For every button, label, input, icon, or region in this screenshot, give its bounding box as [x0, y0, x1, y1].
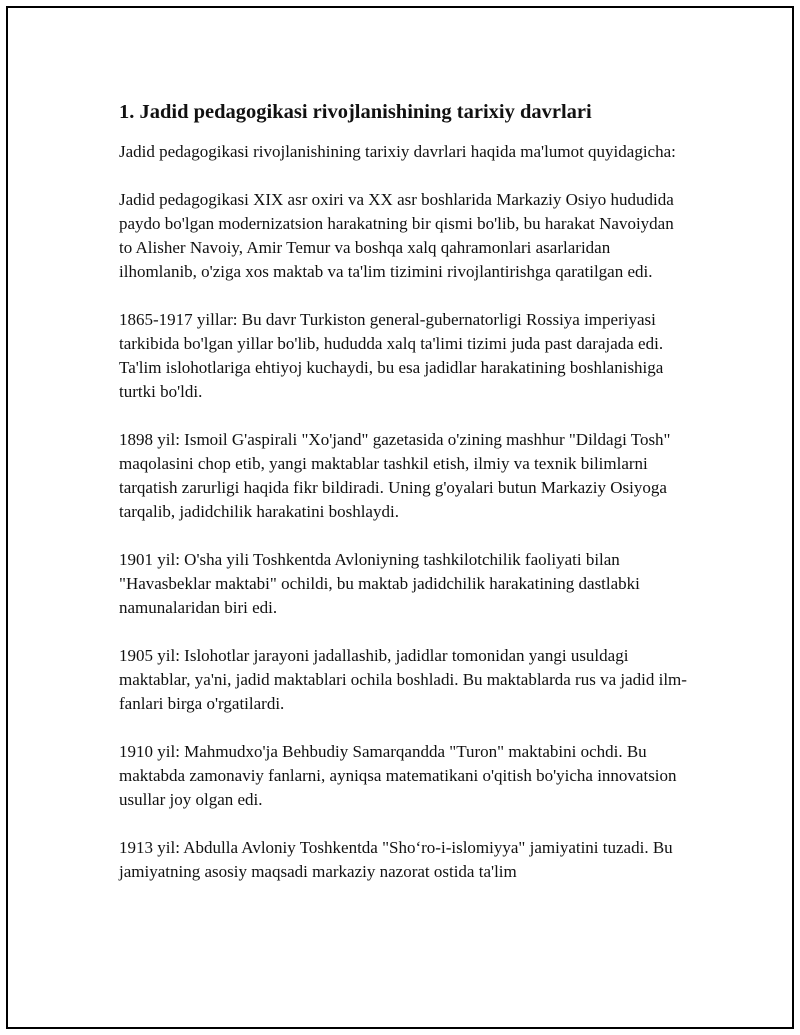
paragraph-1865-1917: 1865-1917 yillar: Bu davr Turkiston general-gubernatorligi Rossiya imperiyasi tarkibida bo'lgan yillar bo'lib, hududda xalq ta'limi tizimi juda past darajada edi. Ta'lim islohotlariga ehtiyoj kuchaydi, bu esa jadidlar harakatining boshlanishiga turtki bo'ldi.: [119, 310, 664, 401]
document-body: [119, 98, 689, 908]
paragraph-overview: Jadid pedagogikasi XIX asr oxiri va XX asr boshlarida Markaziy Osiyo hududida paydo bo'lgan modernizatsion harakatning bir qismi bo'lib, bu harakat Navoiydan to Alisher Navoiy, Amir Temur va boshqa xalq qahramonlari asarlaridan ilhomlanib, o'ziga xos maktab va ta'lim tizimini rivojlantirishga qaratilgan edi.: [119, 190, 674, 281]
document-page: [6, 6, 794, 1029]
section-heading: 1. Jadid pedagogikasi rivojlanishining tarixiy davrlari: [119, 101, 592, 123]
paragraph-1913: 1913 yil: Abdulla Avloniy Toshkentda "Sho‘ro-i-islomiyya" jamiyatini tuzadi. Bu jamiyatning asosiy maqsadi markaziy nazorat ostida ta'lim: [119, 838, 673, 881]
paragraph-1898: 1898 yil: Ismoil G'aspirali "Xo'jand" gazetasida o'zining mashhur "Dildagi Tosh" maqolasini chop etib, yangi maktablar tashkil etish, ilmiy va texnik bilimlarni tarqatish zarurligi haqida fikr bildiradi. Uning g'oyalari butun Markaziy Osiyoga tarqalib, jadidchilik harakatini boshlaydi.: [119, 430, 671, 521]
paragraph-1910: 1910 yil: Mahmudxo'ja Behbudiy Samarqandda "Turon" maktabini ochdi. Bu maktabda zamonaviy fanlarni, ayniqsa matematikani o'qitish bo'yicha innovatsion usullar joy olgan edi.: [119, 742, 677, 809]
paragraph-intro: Jadid pedagogikasi rivojlanishining tarixiy davrlari haqida ma'lumot quyidagicha:: [119, 142, 676, 161]
paragraph-1901: 1901 yil: O'sha yili Toshkentda Avloniyning tashkilotchilik faoliyati bilan "Havasbeklar maktabi" ochildi, bu maktab jadidchilik harakatining dastlabki namunalaridan biri edi.: [119, 550, 640, 617]
paragraph-1905: 1905 yil: Islohotlar jarayoni jadallashib, jadidlar tomonidan yangi usuldagi maktablar, ya'ni, jadid maktablari ochila boshladi. Bu maktablarda rus va jadid ilm-fanlari birga o'rgatilardi.: [119, 646, 687, 713]
